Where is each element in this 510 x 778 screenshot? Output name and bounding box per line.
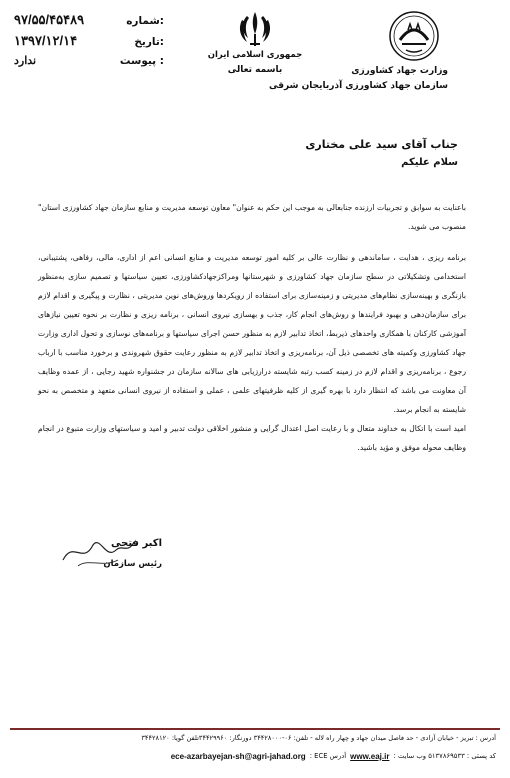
date-label: تاریخ:: [134, 36, 164, 48]
body-paragraph-duties: برنامه ریزی ، هدایت ، ساماندهی و نظارت عالی بر کلیه امور توسعه مدیریت و منابع انسانی اعم از اداری، مالی، رفاهی، پشتیبانی، استخدامی وتشکیلاتی در سطح سازمان جهاد کشاورزی و شهرستانها ومراکزجهادکشاورزی، تعیین سیاستها و تصمیم سازی به‌منظور بازنگری و بهینه‌سازی نظام‌های مدیریتی و زمینه‌سازی برای استفاده از رویکردها وروش‌های نوین مدیریتی ، نظارت و پیگیری و اقدام لازم برای سازمان‌دهی و بهبود فرایندها و روش‌های انجام کار، جذب و بهسازی نیروی انسانی ، برنامه ریزی و نظارت بر نحوه تعیین نیازهای آموزشی کارکنان با همکاری واحدهای ذیربط، اتخاذ تدابیر لازم به منظور حسن اجرای سیاستها و برنامه‌های نوسازی و تحول اداری وزارت جهاد کشاورزی وکمیته های تخصصی ذیل آن، برنامه‌ریزی و اتخاذ تدابیر لازم به منظور رعایت حقوق شهروندی و برخورد مناسب با ارباب رجوع ، برنامه‌ریزی و اقدام لازم در زمینه کسب رتبه شایسته درارزیابی های سالانه سازمان در جشنواره شهید رجایی ، از عمده وظایف آن معاونت می باشد که انتظار دارد با بهره گیری از کلیه ظرفیتهای علمی ، عملی و استفاده از نیروی انسانی متعهد و متخصص به نحو شایسته به انجام برسد.: [38, 253, 466, 414]
ministry-heading: [269, 64, 448, 94]
footer-contact: [14, 752, 496, 761]
letter-body: [38, 198, 466, 469]
signer-name: اکبر فتحی: [111, 538, 162, 549]
republic-title: جمهوری اسلامی ایران: [207, 50, 303, 60]
signer-title: رئیس سازمان: [103, 559, 162, 569]
meta-attachment-row: [14, 54, 164, 72]
ece-email-link[interactable]: ece-azarbayejan-sh@agri-jahad.org: [170, 752, 306, 761]
jahad-keshavarzi-logo-icon: [388, 10, 440, 62]
ece-label: آدرس ECE :: [309, 752, 347, 760]
meta-number-row: [14, 12, 164, 30]
footer-divider: [10, 728, 500, 730]
greeting: سلام علیکم: [401, 157, 458, 168]
recipient-block: [305, 138, 458, 168]
attachment-value: ندارد: [14, 55, 37, 67]
organization-name: سازمان جهاد کشاورزی آذربایجان شرقی: [269, 81, 448, 91]
recipient-name: جناب آقای سید علی مختاری: [305, 138, 458, 151]
number-label: شماره:: [126, 15, 164, 27]
signature-block: [52, 538, 162, 569]
letter-number: ۹۷/۵۵/۴۵۴۸۹: [14, 12, 85, 27]
meta-date-row: [14, 33, 164, 51]
letter-date: ۱۳۹۷/۱۲/۱۴: [14, 33, 78, 48]
body-paragraph-appointment: باعنایت به سوابق و تجربیات ارزنده جنابعالی به موجب این حکم به عنوان" معاون توسعه مدیریت و منابع سازمان جهاد کشاورزی استان" منصوب می شوید.: [38, 203, 466, 231]
postal-code-text: کد پستی : ۵۱۳۷۸۶۹۵۳۳ وب سایت :: [393, 752, 496, 760]
basmala-text: باسمه تعالی: [227, 65, 283, 75]
attachment-label: پیوست :: [119, 55, 164, 67]
footer-address: آدرس : تبریز - خیابان آزادی - حد فاصل میدان جهاد و چهار راه لاله - تلفن: ۰۶-۳۴۴۲۸۰۰۰ دورنگار: ۳۴۴۲۹۹۶۰تلفن گویا: ۳۴۴۲۸۱۲۰: [141, 734, 496, 742]
letter-meta: [14, 12, 164, 75]
ministry-name: وزارت جهاد کشاورزی: [351, 66, 448, 76]
body-paragraph-closing: امید است با اتکال به خداوند متعال و با رعایت اصل اعتدال گرایی و منشور اخلاقی دولت تدبیر و امید و سیاستهای وزارت متبوع در انجام وظایف محوله موفق و مؤید باشید.: [38, 424, 466, 452]
website-link[interactable]: www.eaj.ir: [350, 752, 390, 761]
iran-emblem-icon: [238, 10, 272, 48]
